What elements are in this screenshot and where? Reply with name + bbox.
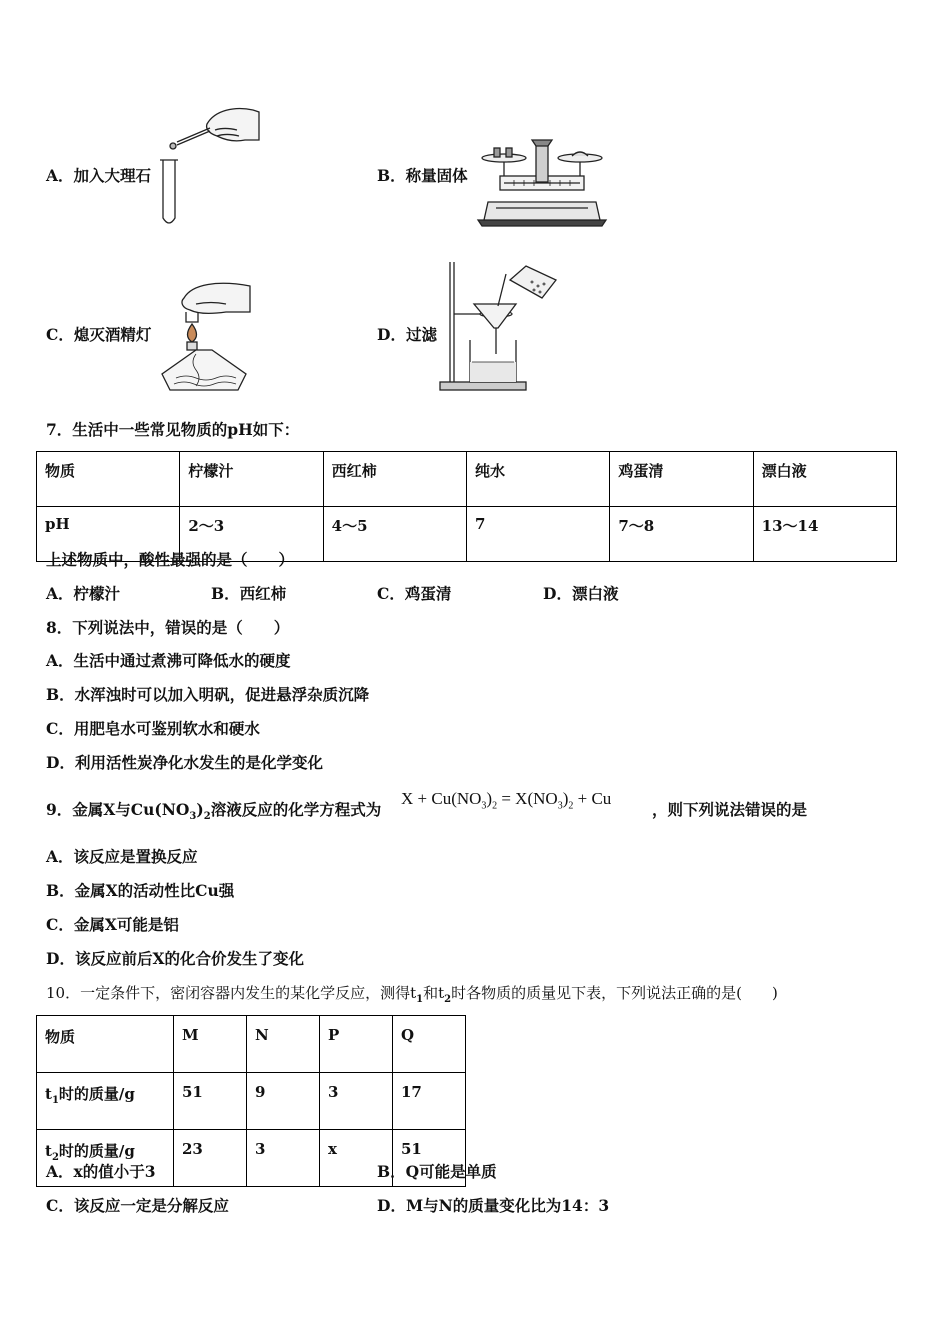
q6-option-a: A．加入大理石	[46, 166, 152, 185]
q9-option-d: D．该反应前后X的化合价发生了变化	[46, 949, 304, 968]
row-label-t: t	[45, 1142, 52, 1160]
mass-table-row-label	[37, 1073, 174, 1130]
q10-option-c: C．该反应一定是分解反应	[46, 1196, 229, 1215]
row-label-sub: 1	[51, 1095, 59, 1106]
equation-right: + Cu	[573, 789, 612, 808]
equation-left: X + Cu(NO	[401, 789, 482, 808]
mass-table-header-cell: M	[174, 1016, 247, 1073]
q10-option-b: B．Q可能是单质	[377, 1162, 497, 1181]
equation-sub: 3	[557, 800, 563, 812]
equation-sub: 2	[568, 800, 574, 812]
q10-stem-a: 10．一定条件下，密闭容器内发生的某化学反应，测得t	[46, 984, 417, 1002]
mass-table-cell: 17	[393, 1073, 466, 1130]
mass-table-header-cell: Q	[393, 1016, 466, 1073]
ph-table-header-row	[37, 452, 897, 507]
q9-stem-mid: )	[196, 800, 204, 819]
q10-option-d: D．M与N的质量变化比为14：3	[377, 1196, 610, 1215]
row-label-t: t	[45, 1085, 52, 1103]
q10-stem-c: 时各物质的质量见下表，下列说法正确的是( )	[451, 984, 778, 1002]
ph-table-header-cell: 纯水	[466, 452, 609, 507]
row-label-text: 时的质量/g	[58, 1085, 135, 1103]
mass-table-cell: 9	[247, 1073, 320, 1130]
q6-option-b: B．称量固体	[377, 166, 468, 185]
q8-option-c: C．用肥皂水可鉴别软水和硬水	[46, 719, 260, 738]
q9-equation	[401, 789, 611, 811]
mass-table-header-cell: 物质	[37, 1016, 174, 1073]
q10-stem-b: 和t	[423, 984, 445, 1002]
mass-table-row	[37, 1073, 466, 1130]
ph-table-cell: 7	[466, 507, 609, 562]
q9-option-b: B．金属X的活动性比Cu强	[46, 881, 235, 900]
q10-option-a: A．x的值小于3	[46, 1162, 156, 1181]
ph-table-cell: 13～14	[753, 507, 896, 562]
row-label-sub: 2	[51, 1152, 59, 1163]
q7-option-c: C．鸡蛋清	[377, 584, 452, 603]
q7-question: 上述物质中，酸性最强的是（ ）	[46, 550, 295, 569]
mass-table-cell: 51	[393, 1130, 466, 1187]
mass-table-cell: 3	[320, 1073, 393, 1130]
mass-table-cell: 3	[247, 1130, 320, 1187]
mass-table-header-cell: N	[247, 1016, 320, 1073]
q9-stem-before: 9．金属X与Cu(NO	[46, 800, 190, 819]
q9-stem-sub: 3	[189, 811, 197, 823]
q10-sub-1: 1	[416, 994, 424, 1005]
ph-table-header-cell: 物质	[37, 452, 180, 507]
filtration-illustration	[436, 258, 566, 396]
ph-table-cell: 2～3	[180, 507, 323, 562]
equation-sub: 2	[492, 800, 498, 812]
q7-stem: 7．生活中一些常见物质的pH如下：	[46, 420, 300, 439]
equation-equals: = X(NO	[497, 789, 558, 808]
q8-stem: 8．下列说法中，错误的是（ ）	[46, 618, 290, 637]
q9-stem	[46, 800, 381, 827]
mass-table-header-cell: P	[320, 1016, 393, 1073]
ph-table-cell: 7～8	[610, 507, 753, 562]
mass-table-cell: 51	[174, 1073, 247, 1130]
equation-paren: )	[562, 789, 569, 808]
q7-option-d: D．漂白液	[543, 584, 619, 603]
ph-table-header-cell: 鸡蛋清	[610, 452, 753, 507]
ph-table-header-cell: 西红柿	[323, 452, 466, 507]
ph-table-cell: pH	[37, 507, 180, 562]
q9-option-c: C．金属X可能是铝	[46, 915, 179, 934]
mass-table-cell: 23	[174, 1130, 247, 1187]
q9-stem-after: 溶液反应的化学方程式为	[210, 800, 382, 819]
mass-table-cell: x	[320, 1130, 393, 1187]
q7-option-a: A．柠檬汁	[46, 584, 121, 603]
q9-stem-sub2: 2	[203, 811, 211, 823]
test-tube-marble-illustration	[155, 100, 265, 230]
q6-option-d: D．过滤	[377, 325, 437, 344]
q7-option-b: B．西红柿	[211, 584, 287, 603]
equation-sub: 3	[481, 800, 487, 812]
q10-sub-2: 2	[444, 994, 452, 1005]
q8-option-d: D．利用活性炭净化水发生的是化学变化	[46, 753, 323, 772]
q8-option-b: B．水浑浊时可以加入明矾，促进悬浮杂质沉降	[46, 685, 370, 704]
row-label-text: 时的质量/g	[58, 1142, 135, 1160]
q6-option-c: C．熄灭酒精灯	[46, 325, 152, 344]
ph-table-cell: 4～5	[323, 507, 466, 562]
q9-option-a: A．该反应是置换反应	[46, 847, 198, 866]
ph-table	[36, 451, 897, 562]
mass-table-header-row	[37, 1016, 466, 1073]
alcohol-lamp-illustration	[156, 278, 256, 396]
q9-stem-tail: ，则下列说法错误的是	[652, 800, 808, 819]
ph-table-header-cell: 柠檬汁	[180, 452, 323, 507]
q8-option-a: A．生活中通过煮沸可降低水的硬度	[46, 651, 291, 670]
equation-paren: )	[486, 789, 493, 808]
q10-stem	[46, 983, 778, 1010]
ph-table-header-cell: 漂白液	[753, 452, 896, 507]
balance-scale-illustration	[474, 136, 610, 228]
